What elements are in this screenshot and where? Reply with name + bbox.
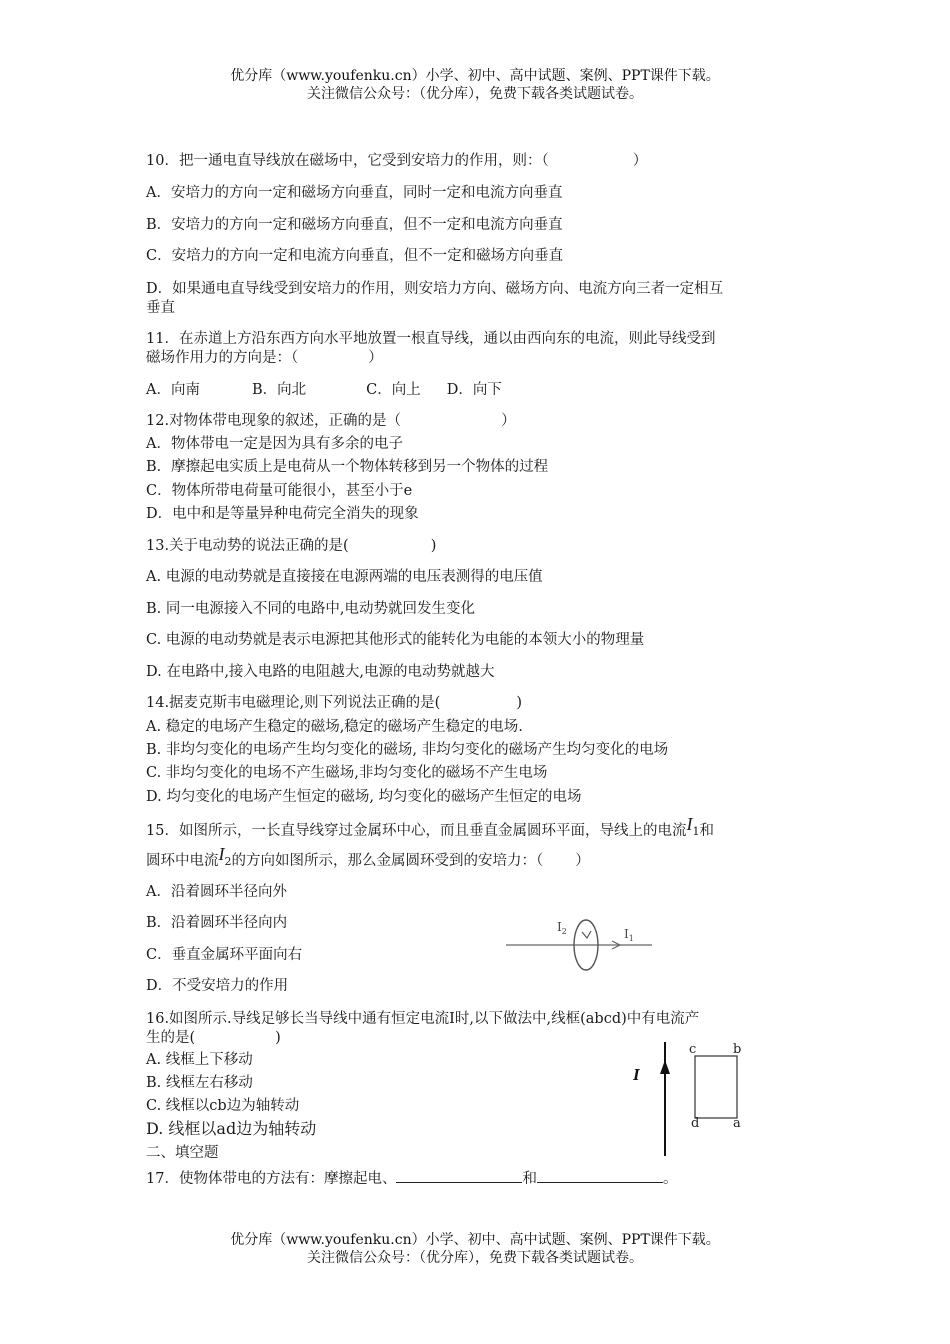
frame-label-d: d xyxy=(691,1116,700,1131)
q13-option-a: A. 电源的电动势就是直接接在电源两端的电压表测得的电压值 xyxy=(146,569,543,585)
q10-stem-text: 10．把一通电直导线放在磁场中，它受到安培力的作用，则：（ xyxy=(146,153,549,169)
q17-stem-text: 17．使物体带电的方法有：摩擦起电、 xyxy=(146,1171,397,1187)
q17-end-text: 。 xyxy=(662,1171,678,1187)
q12-option-c: C．物体所带电荷量可能很小，甚至小于e xyxy=(146,483,413,499)
frame-label-c: c xyxy=(689,1042,697,1057)
q17-mid-text: 和 xyxy=(522,1171,537,1187)
q11-stem-line2 xyxy=(146,349,816,368)
fig-i1-label: $I_1$ xyxy=(624,927,634,943)
q10-option-c: C．安培力的方向一定和电流方向垂直，但不一定和磁场方向垂直 xyxy=(146,248,564,264)
q16-stem-text: 生的是( xyxy=(146,1030,196,1046)
q11-stem-line1: 11．在赤道上方沿东西方向水平地放置一根直导线，通以由西向东的电流，则此导线受到 xyxy=(146,331,716,347)
q11-option-b: B．向北 xyxy=(251,382,307,398)
fig-i2-label: $I_2$ xyxy=(557,920,567,936)
current-i1-subscript: 1 xyxy=(692,825,700,838)
q12-paren-close: ） xyxy=(501,413,516,429)
q11-paren-close: ） xyxy=(368,350,383,366)
q11-stem-text: 磁场作用力的方向是：（ xyxy=(146,350,299,366)
current-direction-arrow xyxy=(660,1060,670,1074)
q11-option-c: C．向上 xyxy=(366,382,421,398)
q11-option-a: A．向南 xyxy=(146,382,200,398)
q13-stem-text: 13.关于电动势的说法正确的是( xyxy=(146,538,349,554)
q15-stem2-post: 的方向如图所示，那么金属圆环受到的安培力：（ xyxy=(231,853,544,869)
q16-paren-close: ) xyxy=(275,1030,281,1046)
header-bottom-line1: 优分库（www.youfenku.cn）小学、初中、高中试题、案例、PPT课件下载。 xyxy=(230,1232,720,1248)
q16-option-c: C. 线框以cb边为轴转动 xyxy=(146,1098,300,1114)
q10-paren-close: ） xyxy=(632,153,648,169)
frame-label-b: b xyxy=(733,1042,742,1057)
q16-option-a: A. 线框上下移动 xyxy=(146,1052,253,1068)
q10-option-b: B．安培力的方向一定和磁场方向垂直，但不一定和电流方向垂直 xyxy=(146,217,563,233)
wire-frame-abcd xyxy=(695,1056,737,1118)
q12-option-a: A．物体带电一定是因为具有多余的电子 xyxy=(146,436,403,452)
q10-stem xyxy=(146,152,816,171)
current-i2-symbol: I xyxy=(218,844,225,864)
q14-stem-text: 14.据麦克斯韦电磁理论,则下列说法正确的是( xyxy=(146,695,441,711)
q14-stem xyxy=(146,694,816,713)
q15-option-d: D．不受安培力的作用 xyxy=(146,978,289,994)
q10-option-a: A．安培力的方向一定和磁场方向垂直，同时一定和电流方向垂直 xyxy=(146,185,563,201)
q16-frame-figure xyxy=(625,1030,755,1160)
q17-stem xyxy=(146,1168,816,1189)
q12-stem xyxy=(146,412,816,431)
q15-stem-line1 xyxy=(146,814,816,841)
header-top-line2: 关注微信公众号：（优分库），免费下载各类试题试卷。 xyxy=(307,86,643,102)
current-i2-subscript: 2 xyxy=(224,855,232,868)
q12-option-b: B．摩擦起电实质上是电荷从一个物体转移到另一个物体的过程 xyxy=(146,459,549,475)
q16-option-d: D. 线框以ad边为轴转动 xyxy=(146,1119,317,1138)
q15-stem2-text: 圆环中电流 xyxy=(146,853,219,869)
q10-option-d-line2: 垂直 xyxy=(146,300,175,316)
current-i1-symbol: I xyxy=(686,814,693,834)
q10-option-d-line1: D．如果通电直导线受到安培力的作用，则安培力方向、磁场方向、电流方向三者一定相互 xyxy=(146,281,724,297)
q16-option-b: B. 线框左右移动 xyxy=(146,1075,253,1091)
q13-option-b: B. 同一电源接入不同的电路中,电动势就回发生变化 xyxy=(146,601,475,617)
header-top-line1: 优分库（www.youfenku.cn）小学、初中、高中试题、案例、PPT课件下载。 xyxy=(230,68,720,84)
q13-option-d: D. 在电路中,接入电路的电阻越大,电源的电动势就越大 xyxy=(146,664,495,680)
q15-option-c: C．垂直金属环平面向右 xyxy=(146,947,303,963)
q16-stem-line1: 16.如图所示.导线足够长当导线中通有恒定电流I时,以下做法中,线框(abcd)中有电流产 xyxy=(146,1011,700,1027)
q15-option-b: B．沿着圆环半径向内 xyxy=(146,915,288,931)
q11-option-d: D．向下 xyxy=(446,382,502,398)
q12-stem-text: 12.对物体带电现象的叙述，正确的是（ xyxy=(146,413,402,429)
fig-current-label: I xyxy=(633,1065,640,1084)
q15-paren-close: ） xyxy=(575,853,590,869)
section-fill-in-title: 二、填空题 xyxy=(146,1145,219,1161)
q15-stem1-text: 15．如图所示，一长直导线穿过金属环中心，而且垂直金属圆环平面，导线上的电流 xyxy=(146,823,687,839)
q14-option-a: A. 稳定的电场产生稳定的磁场,稳定的磁场产生稳定的电场. xyxy=(146,719,523,735)
q17-blank-1[interactable] xyxy=(396,1168,522,1183)
header-bottom-line2: 关注微信公众号：（优分库），免费下载各类试题试卷。 xyxy=(307,1250,643,1266)
q14-option-c: C. 非均匀变化的电场不产生磁场,非均匀变化的磁场不产生电场 xyxy=(146,765,548,781)
q15-stem1-post: 和 xyxy=(699,823,714,839)
q13-paren-close: ) xyxy=(430,538,437,554)
current-i2-arrow xyxy=(582,931,591,938)
q17-blank-2[interactable] xyxy=(537,1168,663,1183)
q15-option-a: A．沿着圆环半径向外 xyxy=(146,884,287,900)
frame-label-a: a xyxy=(733,1116,741,1131)
q15-stem-line2 xyxy=(146,844,816,871)
q12-option-d: D．电中和是等量异种电荷完全消失的现象 xyxy=(146,506,419,522)
q14-paren-close: ) xyxy=(516,695,522,711)
q13-stem xyxy=(146,537,816,556)
q14-option-d: D. 均匀变化的电场产生恒定的磁场, 均匀变化的磁场产生恒定的电场 xyxy=(146,789,582,805)
q13-option-c: C. 电源的电动势就是表示电源把其他形式的能转化为电能的本领大小的物理量 xyxy=(146,632,645,648)
q15-ring-figure xyxy=(500,910,660,980)
q14-option-b: B. 非均匀变化的电场产生均匀变化的磁场, 非均匀变化的磁场产生均匀变化的电场 xyxy=(146,742,669,758)
q11-options xyxy=(146,381,816,400)
